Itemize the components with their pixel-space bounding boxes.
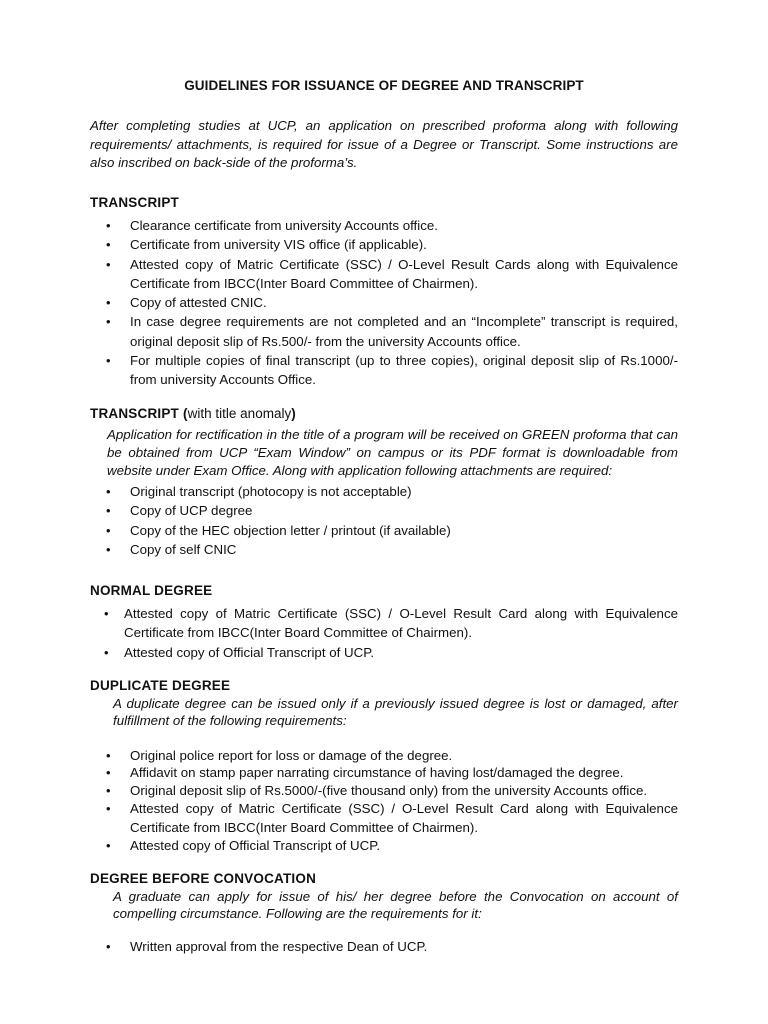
list-item: • Certificate from university VIS office (if applicable). — [90, 235, 678, 254]
section-transcript — [90, 194, 678, 390]
list-item: • In case degree requirements are not completed and an “Incomplete” transcript is required, original deposit slip of Rs.500/- from the university Accounts office. — [90, 312, 678, 351]
heading-bold-part: TRANSCRIPT ( — [90, 406, 188, 421]
section-transcript-anomaly — [90, 405, 678, 559]
list-item: • For multiple copies of final transcript (up to three copies), original deposit slip of Rs.1000/- from university Accounts Office. — [90, 351, 678, 390]
list-item: • Clearance certificate from university Accounts office. — [90, 216, 678, 235]
list-item: • Original transcript (photocopy is not acceptable) — [90, 482, 678, 501]
section-heading-transcript-anomaly — [90, 405, 678, 423]
list-item: • Written approval from the respective Dean of UCP. — [90, 937, 678, 956]
document-title: GUIDELINES FOR ISSUANCE OF DEGREE AND TRANSCRIPT — [184, 78, 584, 93]
heading-normal-part: with title anomaly — [187, 406, 292, 421]
duplicate-paragraph: A duplicate degree can be issued only if a previously issued degree is lost or damaged, after fulfillment of the following requirements: — [113, 696, 678, 728]
list-item: • Attested copy of Matric Certificate (SSC) / O-Level Result Card along with Equivalence Certificate from IBCC(Inter Board Committee of Chairmen). — [90, 799, 678, 837]
section-duplicate-degree — [90, 677, 678, 854]
list-item: • Attested copy of Matric Certificate (SSC) / O-Level Result Cards along with Equivalence Certificate from IBCC(Inter Board Committee of Chairmen). — [90, 255, 678, 294]
list-item: • Attested copy of Matric Certificate (SSC) / O-Level Result Card along with Equivalence Certificate from IBCC(Inter Board Committee of Chairmen). — [90, 604, 678, 643]
intro-paragraph: After completing studies at UCP, an application on prescribed proforma along with following requirements/ attachments, is required for issue of a Degree or Transcript. Some instructions are also inscribed on back-side of the proforma’s. — [90, 118, 678, 170]
list-item: • Attested copy of Official Transcript of UCP. — [90, 837, 678, 854]
section-heading-transcript: TRANSCRIPT — [90, 195, 179, 210]
section-degree-before-convocation — [90, 870, 678, 956]
section-heading-degree-before-convocation: DEGREE BEFORE CONVOCATION — [90, 871, 317, 886]
list-item: • Attested copy of Official Transcript of UCP. — [90, 643, 678, 662]
list-item: • Affidavit on stamp paper narrating circumstance of having lost/damaged the degree. — [90, 764, 678, 781]
list-item: • Copy of UCP degree — [90, 501, 678, 520]
transcript-list — [90, 216, 678, 390]
normal-degree-list — [90, 604, 678, 662]
heading-close-part: ) — [291, 406, 296, 421]
list-item: • Copy of attested CNIC. — [90, 293, 678, 312]
section-heading-normal-degree: NORMAL DEGREE — [90, 583, 213, 598]
list-item: • Original police report for loss or damage of the degree. — [90, 747, 678, 764]
list-item: • Copy of the HEC objection letter / printout (if available) — [90, 521, 678, 540]
anomaly-list — [90, 482, 678, 559]
duplicate-degree-list — [90, 747, 678, 854]
section-normal-degree — [90, 582, 678, 662]
anomaly-paragraph: Application for rectification in the title of a program will be received on GREEN proforma that can be obtained from UCP “Exam Window” on campus or its PDF format is downloadable from website under Exam Office. Along with application following attachments are required: — [107, 427, 678, 478]
list-item: • Original deposit slip of Rs.5000/-(five thousand only) from the university Accounts office. — [90, 782, 678, 799]
list-item: • Copy of self CNIC — [90, 540, 678, 559]
convocation-paragraph: A graduate can apply for issue of his/ her degree before the Convocation on account of compelling circumstance. Following are the requirements for it: — [113, 889, 678, 921]
section-heading-duplicate-degree: DUPLICATE DEGREE — [90, 678, 231, 693]
convocation-list — [90, 937, 678, 956]
